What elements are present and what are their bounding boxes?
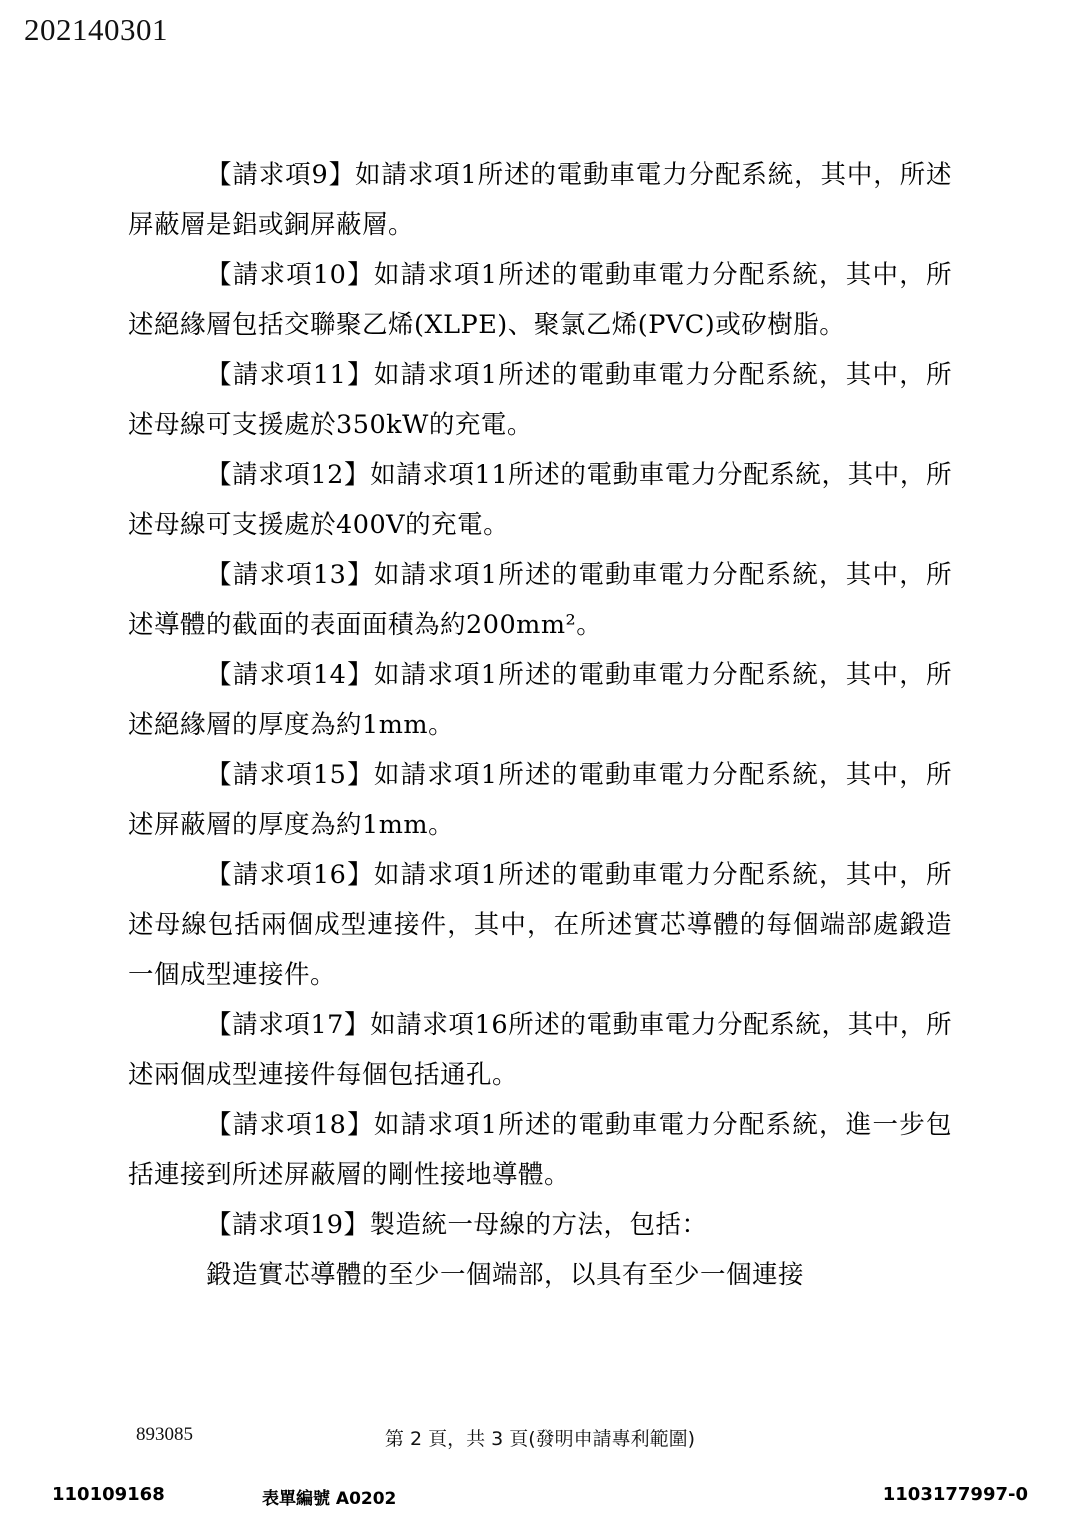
form-code-label: 表單編號 A0202 — [262, 1489, 397, 1509]
form-serial-number: 893085 — [136, 1424, 193, 1445]
claim-paragraph: 【請求項12】如請求項11所述的電動車電力分配系統，其中，所述母線可支援處於400V的充電。 — [128, 460, 952, 540]
claim-paragraph: 【請求項9】如請求項1所述的電動車電力分配系統，其中，所述屏蔽層是鋁或銅屏蔽層。 — [128, 160, 952, 240]
footer-upper-row — [0, 1424, 1080, 1454]
claim-paragraph: 【請求項18】如請求項1所述的電動車電力分配系統，進一步包括連接到所述屏蔽層的剛性接地導體。 — [128, 1110, 952, 1190]
claim-paragraph: 鍛造實芯導體的至少一個端部，以具有至少一個連接 — [206, 1260, 805, 1290]
page-footer — [0, 1406, 1080, 1526]
application-number: 110109168 — [52, 1484, 165, 1505]
claim-paragraph: 【請求項11】如請求項1所述的電動車電力分配系統，其中，所述母線可支援處於350kW的充電。 — [128, 360, 952, 440]
page-count-label: 第 2 頁，共 3 頁(發明申請專利範圍) — [384, 1428, 696, 1450]
claims-body — [128, 150, 952, 1300]
barcode-number: 1103177997-0 — [882, 1484, 1028, 1505]
claim-paragraph: 【請求項13】如請求項1所述的電動車電力分配系統，其中，所述導體的截面的表面面積為約200mm²。 — [128, 560, 952, 640]
claim-paragraph: 【請求項15】如請求項1所述的電動車電力分配系統，其中，所述屏蔽層的厚度為約1mm。 — [128, 760, 952, 840]
claim-paragraph: 【請求項10】如請求項1所述的電動車電力分配系統，其中，所述絕緣層包括交聯聚乙烯(XLPE)、聚氯乙烯(PVC)或矽樹脂。 — [128, 260, 952, 340]
claim-paragraph: 【請求項16】如請求項1所述的電動車電力分配系統，其中，所述母線包括兩個成型連接件，其中，在所述實芯導體的每個端部處鍛造一個成型連接件。 — [128, 860, 952, 990]
footer-lower-row — [0, 1484, 1080, 1512]
claim-paragraph: 【請求項17】如請求項16所述的電動車電力分配系統，其中，所述兩個成型連接件每個包括通孔。 — [128, 1010, 952, 1090]
page-header-number: 202140301 — [24, 12, 168, 47]
claim-paragraph: 【請求項19】製造統一母線的方法，包括： — [206, 1210, 708, 1240]
claim-paragraph: 【請求項14】如請求項1所述的電動車電力分配系統，其中，所述絕緣層的厚度為約1mm。 — [128, 660, 952, 740]
